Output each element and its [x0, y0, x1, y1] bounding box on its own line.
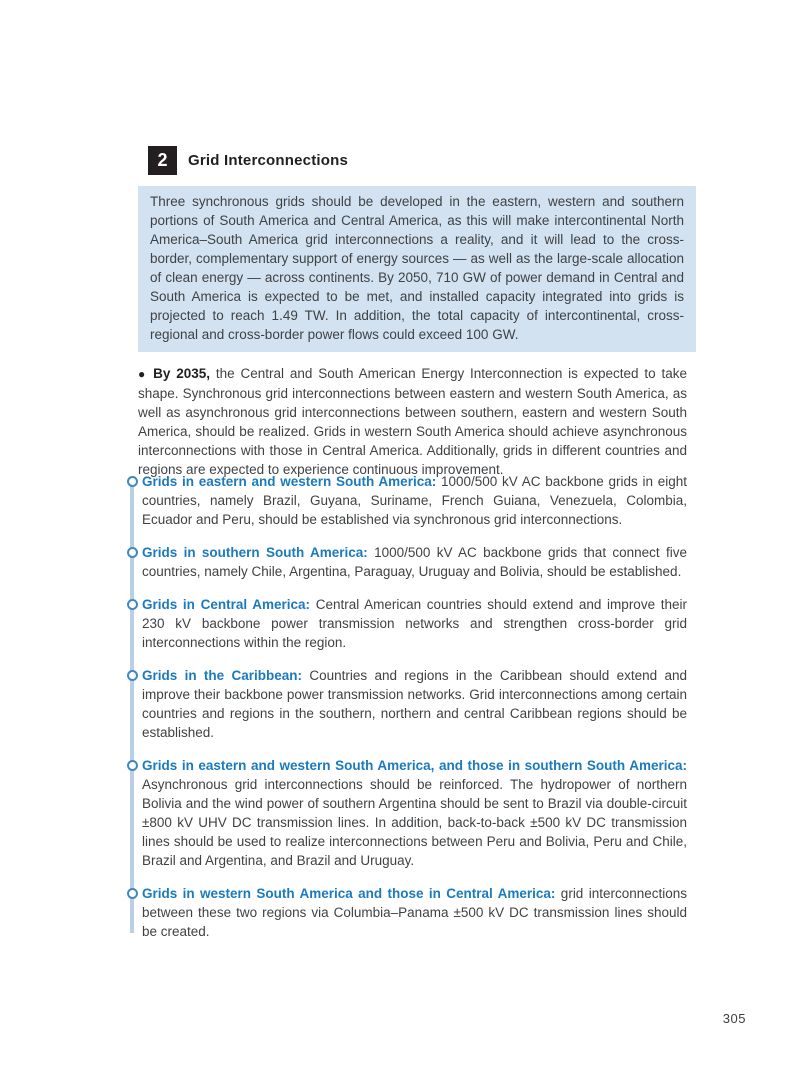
list-item [127, 884, 687, 941]
milestone-body: the Central and South American Energy Interconnection is expected to take shape. Synchronous grid interconnections between eastern and western South America, as well as asynchronous grid interconnections between southern, eastern and western South America, should be realized. Grids in western South America should achieve asynchronous interconnections with those in Central America. Additionally, grids in different countries and regions are expected to experience continuous improvement. [138, 365, 688, 477]
page-number: 305 [722, 1011, 746, 1026]
grid-item-list [127, 472, 687, 941]
list-item [127, 595, 687, 652]
item-heading: Grids in western South America and those in Central America: [142, 886, 556, 901]
circle-bullet-icon [127, 760, 138, 771]
item-heading: Grids in southern South America: [142, 545, 368, 560]
item-body: Countries and regions in the Caribbean should extend and improve their backbone power transmission networks. Grid interconnections among certain countries and regions in the southern, northern and central Caribbean regions should be established. [142, 668, 687, 740]
item-heading: Grids in the Caribbean: [142, 668, 303, 683]
item-body: Asynchronous grid interconnections should be reinforced. The hydropower of northern Bolivia and the wind power of southern Argentina should be sent to Brazil via double-circuit ±800 kV UHV DC transmission lines. In addition, back-to-back ±500 kV DC transmission lines should be used to realize interconnections between Peru and Bolivia, Peru and Chile, Brazil and Argentina, and Brazil and Uruguay. [142, 777, 687, 868]
list-item [127, 666, 687, 742]
circle-bullet-icon [127, 476, 138, 487]
circle-bullet-icon [127, 888, 138, 899]
highlight-summary-box [138, 186, 696, 352]
list-item [127, 472, 687, 529]
circle-bullet-icon [127, 670, 138, 681]
section-title: Grid Interconnections [188, 152, 349, 169]
bullet-dot-icon: ● [138, 366, 148, 381]
item-body: grid interconnections between these two regions via Columbia–Panama ±500 kV DC transmission lines should be created. [142, 886, 688, 939]
item-heading: Grids in eastern and western South America: [142, 474, 437, 489]
section-header [148, 146, 348, 175]
circle-bullet-icon [127, 599, 138, 610]
list-item [127, 756, 687, 870]
milestone-paragraph [138, 364, 687, 479]
item-body: 1000/500 kV AC backbone grids in eight countries, namely Brazil, Guyana, Suriname, French Guiana, Venezuela, Colombia, Ecuador and Peru, should be established via synchronous grid interconnections. [142, 474, 688, 527]
list-item [127, 543, 687, 581]
item-body: 1000/500 kV AC backbone grids that connect five countries, namely Chile, Argentina, Paraguay, Uruguay and Bolivia, should be established. [142, 545, 687, 579]
highlight-summary-text: Three synchronous grids should be developed in the eastern, western and southern portions of South America and Central America, as this will make intercontinental North America–South America grid interconnections a reality, and it will lead to the cross-border, complementary support of energy sources — as well as the large-scale allocation of clean energy — across continents. By 2050, 710 GW of power demand in Central and South America is expected to be met, and installed capacity integrated into grids is projected to reach 1.49 TW. In addition, the total capacity of intercontinental, cross-regional and cross-border power flows could exceed 100 GW. [150, 194, 684, 342]
milestone-lead: By 2035, [147, 365, 211, 381]
item-heading: Grids in Central America: [142, 597, 311, 612]
item-body: Central American countries should extend and improve their 230 kV backbone power transmission networks and strengthen cross-border grid interconnections within the region. [142, 597, 687, 650]
circle-bullet-icon [127, 547, 138, 558]
section-number-badge: 2 [148, 146, 177, 175]
item-heading: Grids in eastern and western South America, and those in southern South America: [142, 758, 687, 773]
